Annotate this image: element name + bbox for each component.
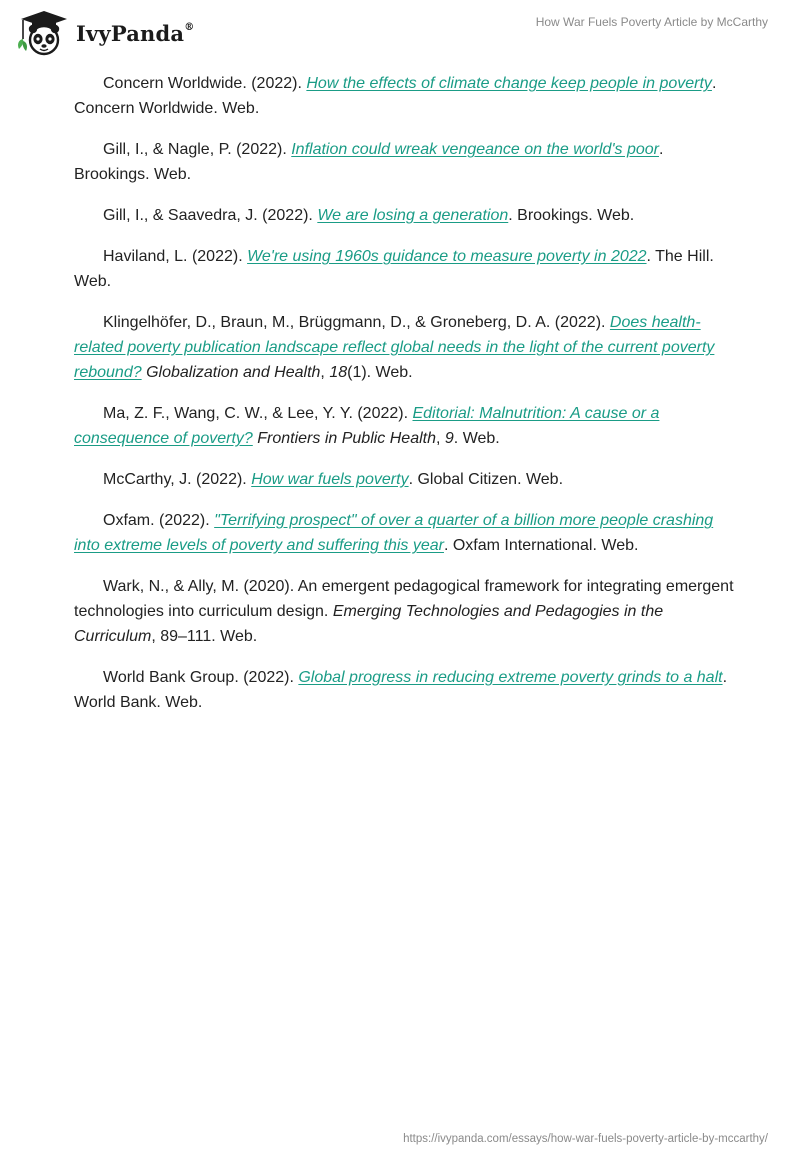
reference-item: Gill, I., & Saavedra, J. (2022). We are losing a generation. Brookings. Web. [103,207,635,224]
source-url[interactable]: https://ivypanda.com/essays/how-war-fuels-poverty-article-by-mccarthy/ [403,1133,768,1145]
journal-title: Emerging Technologies and Pedagogies in the Curriculum [74,603,664,645]
reference-link[interactable]: Inflation could wreak vengeance on the world's poor [291,141,659,158]
reference-item: Wark, N., & Ally, M. (2020). An emergent pedagogical framework for integrating emergent technologies into curriculum design. Emerging Technologies and Pedagogies in the Curriculum, 89–111. Web. [74,578,734,645]
reference-item: McCarthy, J. (2022). How war fuels poverty. Global Citizen. Web. [103,471,564,488]
reference-item: Gill, I., & Nagle, P. (2022). Inflation could wreak vengeance on the world's poor. Brookings. Web. [74,141,664,183]
panda-graduate-icon [14,9,74,57]
ivypanda-logo[interactable] [14,9,194,57]
reference-item: Klingelhöfer, D., Braun, M., Brüggmann, D., & Groneberg, D. A. (2022). Does health-related poverty publication landscape reflect global needs in the light of the current poverty rebound? Globalization and Health, 18(1). Web. [74,314,715,381]
journal-title: Frontiers in Public Health [257,430,436,447]
reference-item: World Bank Group. (2022). Global progress in reducing extreme poverty grinds to a halt. World Bank. Web. [74,669,728,711]
registered-mark: ® [184,21,195,33]
brand-name: IvyPanda® [76,20,195,46]
document-title: How War Fuels Poverty Article by McCarthy [535,15,768,29]
reference-link[interactable]: We are losing a generation [317,207,509,224]
reference-list [74,71,734,731]
reference-item: Concern Worldwide. (2022). How the effects of climate change keep people in poverty. Concern Worldwide. Web. [74,75,717,117]
journal-title: Globalization and Health [146,364,321,381]
reference-link[interactable]: "Terrifying prospect" of over a quarter of a billion more people crashing into extreme levels of poverty and suffering this year [74,512,714,554]
reference-link[interactable]: How war fuels poverty [251,471,409,488]
reference-item: Ma, Z. F., Wang, C. W., & Lee, Y. Y. (2022). Editorial: Malnutrition: A cause or a consequence of poverty? Frontiers in Public Health, 9. Web. [74,405,660,447]
reference-link[interactable]: How the effects of climate change keep people in poverty [306,75,712,92]
volume-number: 9 [444,430,454,447]
reference-link[interactable]: Does health-related poverty publication landscape reflect global needs in the light of the current poverty rebound? [74,314,715,381]
reference-item: Oxfam. (2022). "Terrifying prospect" of over a quarter of a billion more people crashing into extreme levels of poverty and suffering this year. Oxfam International. Web. [74,512,714,554]
reference-link[interactable]: We're using 1960s guidance to measure poverty in 2022 [247,248,647,265]
page-header [0,0,800,60]
reference-item: Haviland, L. (2022). We're using 1960s guidance to measure poverty in 2022. The Hill. Web. [74,248,714,290]
reference-link[interactable]: Global progress in reducing extreme poverty grinds to a halt [298,669,723,686]
volume-number: 18 [329,364,348,381]
reference-link[interactable]: Editorial: Malnutrition: A cause or a consequence of poverty? [74,405,660,447]
